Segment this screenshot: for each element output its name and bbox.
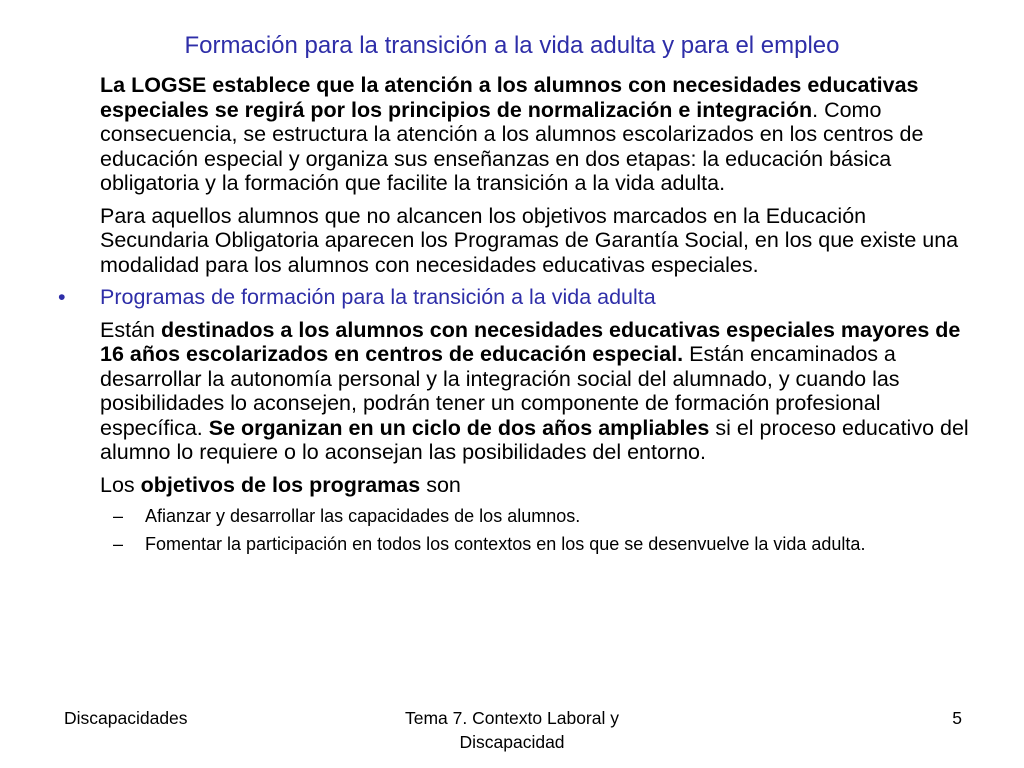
footer-center-line2: Discapacidad xyxy=(459,732,565,752)
paragraph-destinados xyxy=(100,318,980,465)
paragraph-garantia-social: Para aquellos alumnos que no alcancen los objetivos marcados en la Educación Secundaria Obligatoria aparecen los Programas de Garantía Social, en los que existe una modalidad para los alumnos con necesidades educativas especiales. xyxy=(100,203,959,277)
paragraph-objetivos-t1: Los xyxy=(100,472,141,497)
page-number: 5 xyxy=(952,708,962,728)
bullet-programas xyxy=(58,285,980,310)
paragraph-logse xyxy=(100,73,980,196)
bullet-programas-text: Programas de formación para la transición a la vida adulta xyxy=(100,285,656,309)
paragraph-destinados-t3: si el proceso educativo del alumno lo requiere o lo aconsejan las posibilidades del entorno. xyxy=(100,415,969,464)
sub-item-fomentar-text: Fomentar la participación en todos los contextos en los que se desenvuelve la vida adulta. xyxy=(145,534,866,554)
paragraph-objetivos xyxy=(100,473,980,498)
dash-icon: – xyxy=(113,534,124,554)
sub-item-afianzar-text: Afianzar y desarrollar las capacidades de los alumnos. xyxy=(145,506,581,526)
bullet-dot-icon: • xyxy=(58,285,66,309)
paragraph-logse-bold: La LOGSE establece que la atención a los alumnos con necesidades educativas especiales se regirá por los principios de normalización e integración xyxy=(100,73,919,122)
paragraph-destinados-t1: Están xyxy=(100,317,161,342)
sub-item-afianzar xyxy=(113,505,980,527)
paragraph-destinados-t2: Están encaminados a desarrollar la autonomía personal y la integración social del alumnado, y cuando las posibilidades lo aconsejen, podrán tener un componente de formación profesional específica. xyxy=(100,342,900,440)
slide-title: Formación para la transición a la vida adulta y para el empleo xyxy=(184,32,840,59)
sub-item-fomentar xyxy=(113,533,980,555)
footer-center xyxy=(362,706,662,754)
dash-icon: – xyxy=(113,506,124,526)
footer-center-line1: Tema 7. Contexto Laboral y xyxy=(404,708,619,728)
slide-body xyxy=(58,73,980,561)
paragraph-logse-text: . Como consecuencia, se estructura la atención a los alumnos escolarizados en los centros de educación especial y organiza sus enseñanzas en dos etapas: la educación básica obligatoria y la formación que facilite la transición a la vida adulta. xyxy=(100,97,924,195)
footer-left: Discapacidades xyxy=(64,708,188,728)
paragraph-destinados-b1: destinados a los alumnos con necesidades educativas especiales mayores de 16 años escolarizados en centros de educación especial. xyxy=(100,317,961,366)
paragraph-objetivos-b1: objetivos de los programas xyxy=(140,472,421,497)
paragraph-objetivos-t2: son xyxy=(420,472,461,497)
paragraph-destinados-b2: Se organizan en un ciclo de dos años ampliables xyxy=(208,415,710,440)
